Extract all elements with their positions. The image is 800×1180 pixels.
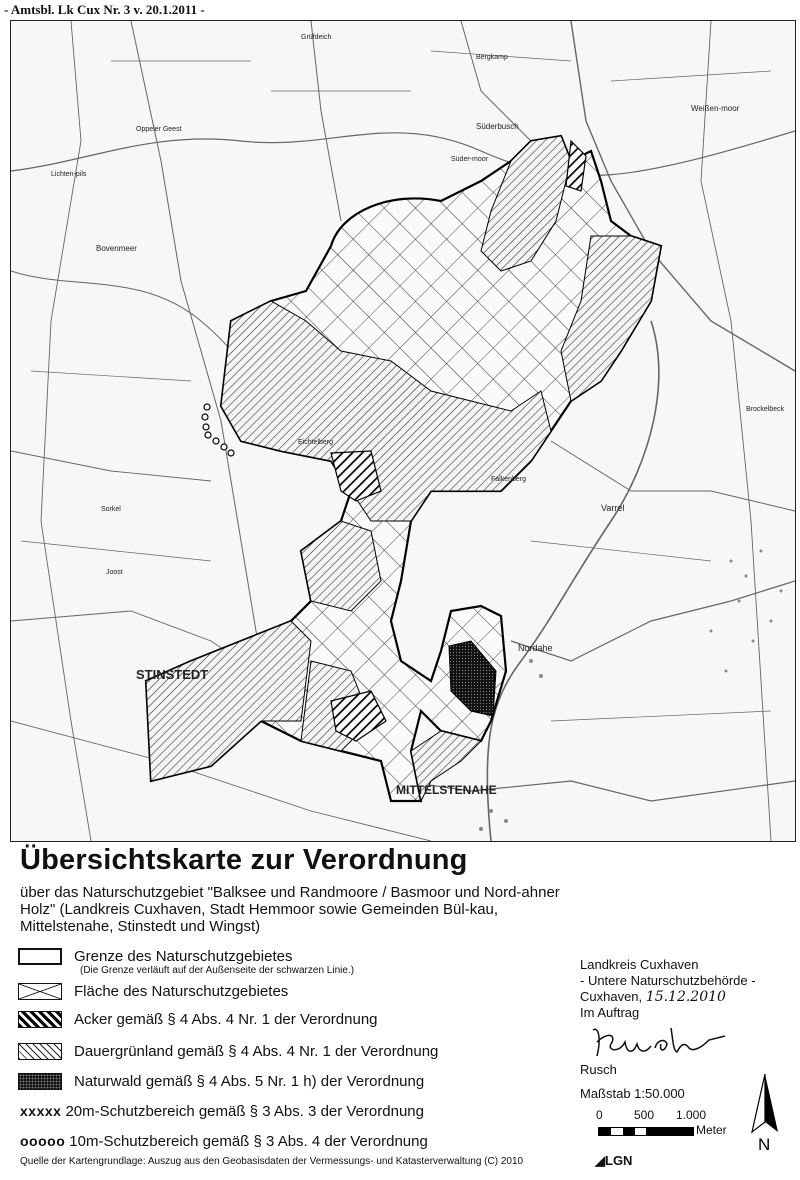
place-joost: Joost <box>106 569 123 576</box>
zone10-symbol: ooooo <box>20 1133 66 1149</box>
boundary-swatch <box>18 948 62 965</box>
place-falkenberg: Falkenberg <box>491 476 527 483</box>
scale-tick-500: 500 <box>634 1108 655 1122</box>
place-bergkamp: Bergkamp <box>476 54 508 61</box>
gruenland-swatch <box>18 1043 62 1060</box>
legend-zone10 <box>20 1129 428 1153</box>
north-label: N <box>758 1135 771 1152</box>
scale-tick-1000: 1.000 <box>676 1108 707 1122</box>
legend-area <box>10 840 794 1178</box>
map-title: Übersichtskarte zur Verordnung <box>20 844 468 876</box>
legend-gruenland <box>18 1039 438 1063</box>
lgn-logo <box>595 1153 632 1169</box>
place-bovenmeer: Bovenmeer <box>96 244 137 253</box>
place-brockelbeck: Brockelbeck <box>746 406 785 413</box>
scale-label: Maßstab 1:50.000 <box>580 1086 685 1101</box>
authority-date: 15.12.2010 <box>645 989 726 1005</box>
place-eichtelberg: Eichtelberg <box>298 439 334 446</box>
authority-line2: - Untere Naturschutzbehörde - <box>580 973 756 988</box>
legend-area-label: Fläche des Naturschutzgebietes <box>74 982 289 1000</box>
place-mittelstenahe: MITTELSTENAHE <box>396 783 497 797</box>
signature <box>585 1020 735 1064</box>
authority-line1: Landkreis Cuxhaven <box>580 957 699 972</box>
acker-swatch <box>18 1011 62 1028</box>
legend-boundary-note: (Die Grenze verläuft auf der Außenseite der schwarzen Linie.) <box>80 965 355 976</box>
scale-bar <box>598 1127 694 1136</box>
place-lichtenpils: Lichten-pils <box>51 171 87 178</box>
scale-tick-0: 0 <box>596 1108 603 1122</box>
place-soderbusch: Süderbusch <box>476 122 519 131</box>
legend-boundary-label: Grenze des Naturschutzgebietes <box>74 947 293 965</box>
legend-zone20 <box>20 1099 424 1123</box>
authority-line3 <box>580 989 756 1005</box>
place-weissenmoor: Weißen-moor <box>691 104 740 113</box>
place-grunteich: Grüfdeich <box>301 34 332 41</box>
place-varrel: Varrel <box>601 503 625 513</box>
legend-zone20-label: 20m-Schutzbereich gemäß § 3 Abs. 3 der Verordnung <box>65 1102 424 1120</box>
scale-unit: Meter <box>696 1123 727 1137</box>
place-stinstedt: STINSTEDT <box>136 667 209 682</box>
authority-place: Cuxhaven, <box>580 989 643 1004</box>
map-subtitle: über das Naturschutzgebiet "Balksee und Randmoore / Basmoor und Nord-ahner Holz" (Landkreis Cuxhaven, Stadt Hemmoor sowie Gemeinden Bül-kau, Mittelstenahe, Stinstedt und Wingst) <box>20 884 560 935</box>
place-oppeler-geest: Oppeler Geest <box>136 126 182 133</box>
legend-naturwald-label: Naturwald gemäß § 4 Abs. 5 Nr. 1 h) der Verordnung <box>74 1072 425 1090</box>
legend-acker <box>18 1007 378 1031</box>
source-note: Quelle der Kartengrundlage: Auszug aus den Geobasisdaten der Vermessungs- und Katasterverwaltung (C) 2010 <box>20 1156 524 1167</box>
zone20-symbol: xxxxx <box>20 1103 62 1119</box>
legend-area-item <box>18 979 288 1003</box>
legend-naturwald <box>18 1069 424 1093</box>
authority-line4: Im Auftrag <box>580 1005 640 1020</box>
area-swatch <box>18 983 62 1000</box>
north-arrow <box>748 1072 782 1157</box>
authority-block <box>580 957 756 1021</box>
map-svg <box>11 21 795 841</box>
north-arrow-icon <box>748 1072 782 1152</box>
signature-name: Rusch <box>580 1062 617 1077</box>
lgn-text: LGN <box>605 1153 633 1168</box>
map-frame <box>10 20 796 842</box>
legend-acker-label: Acker gemäß § 4 Abs. 4 Nr. 1 der Verordnung <box>74 1010 378 1028</box>
naturwald-swatch <box>18 1073 62 1090</box>
place-nordahe: Nordahe <box>518 643 553 653</box>
place-sorkel: Sorkel <box>101 506 121 513</box>
gazette-header: - Amtsbl. Lk Cux Nr. 3 v. 20.1.2011 - <box>4 2 205 17</box>
legend-gruenland-label: Dauergrünland gemäß § 4 Abs. 4 Nr. 1 der Verordnung <box>74 1042 439 1060</box>
legend-zone10-label: 10m-Schutzbereich gemäß § 3 Abs. 4 der Verordnung <box>69 1132 428 1150</box>
place-sudermoor: Süder-moor <box>451 156 488 163</box>
lgn-mark-icon: ◢ <box>595 1153 605 1168</box>
